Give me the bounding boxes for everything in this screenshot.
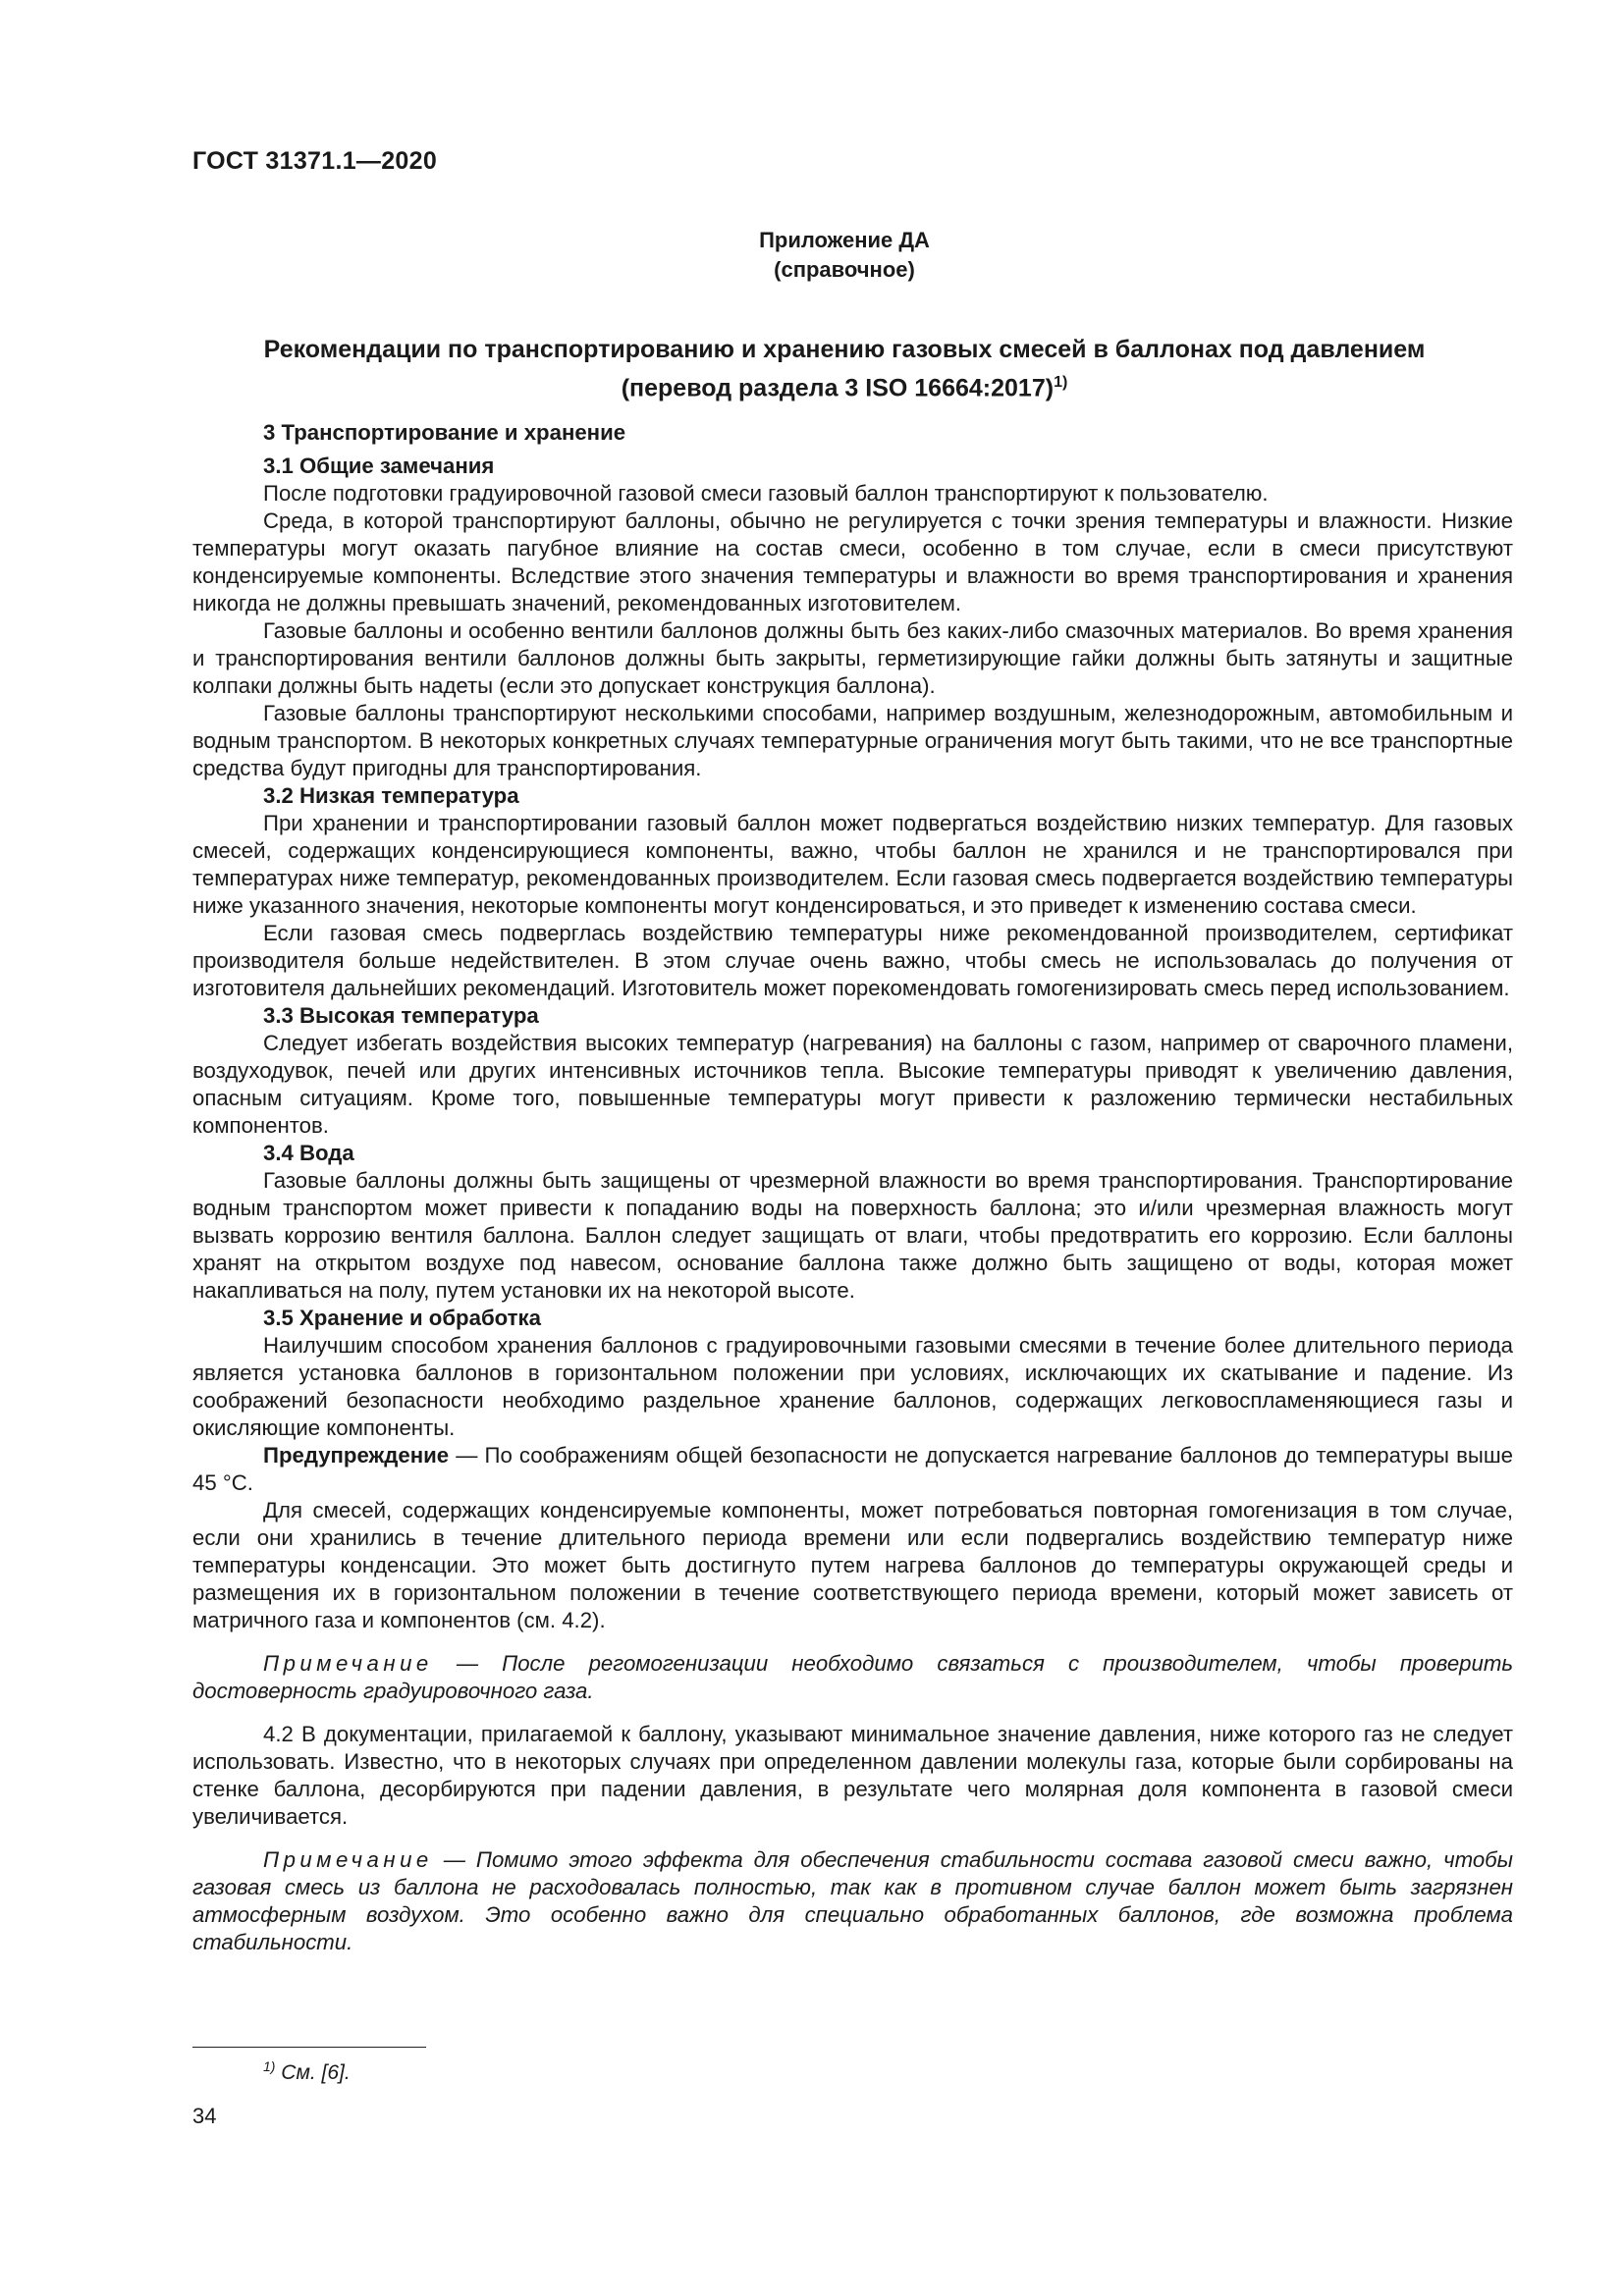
annex-type: (справочное) — [774, 257, 915, 282]
title-footnote-mark: 1) — [1054, 374, 1068, 391]
document-code: ГОСТ 31371.1—2020 — [192, 147, 438, 175]
footnote-mark: 1) — [263, 2058, 276, 2074]
footnote-text: См. [6]. — [281, 2061, 351, 2084]
note-text: — Помимо этого эффекта для обеспечения стабильности состава газовой смеси важно, чтобы газовая смесь из баллона не расходовалась полностью, так как в противном случае баллон может быть загрязнен атмосферным воздухом. Это особенно важно для специально обработанных баллонов, где возможна проблема стабильности. — [192, 1847, 1513, 1954]
paragraph: Следует избегать воздействия высоких температур (нагревания) на баллоны с газом, например от сварочного пламени, воздуходувок, печей или других интенсивных источников тепла. Высокие температуры приводят к увеличению давления, опасным ситуациям. Кроме того, повышенные температуры могут привести к разложению термически нестабильных компонентов. — [192, 1031, 1513, 1138]
section-3-3-heading: 3.3 Высокая температура — [263, 1003, 539, 1028]
note-paragraph — [192, 1846, 1513, 1956]
footnote — [263, 2058, 351, 2085]
note-text: — После регомогенизации необходимо связаться с производителем, чтобы проверить достоверность градуировочного газа. — [192, 1651, 1513, 1703]
paragraph: Газовые баллоны должны быть защищены от чрезмерной влажности во время транспортирования. Транспортирование водным транспортом может привести к попаданию воды на поверхность баллона; это и/или чрезмерная влажность могут вызвать коррозию вентиля баллона. Баллон следует защищать от влаги, чтобы предотвратить его коррозию. Если баллоны хранят на открытом воздухе под навесом, основание баллона также должно быть защищено от воды, которая может накапливаться на полу, путем установки их на некоторой высоте. — [192, 1168, 1513, 1303]
section-3-1-heading: 3.1 Общие замечания — [263, 454, 495, 478]
section-3-5-heading: 3.5 Хранение и обработка — [263, 1306, 541, 1330]
note-label: Примечание — [263, 1651, 433, 1676]
note-paragraph — [192, 1650, 1513, 1705]
footnote-divider — [192, 2047, 426, 2048]
section-3-heading: 3 Транспортирование и хранение — [263, 420, 626, 445]
title-line-1: Рекомендации по транспортированию и хранению газовых смесей в баллонах под давлением — [263, 336, 1426, 363]
warning-label: Предупреждение — [263, 1443, 450, 1468]
paragraph: Среда, в которой транспортируют баллоны, обычно не регулируется с точки зрения температуры и влажности. Низкие температуры могут оказать пагубное влияние на состав смеси, особенно в том случае, если в смеси присутствуют конденсируемые компоненты. Вследствие этого значения температуры и влажности во время транспортирования и хранения никогда не должны превышать значений, рекомендованных изготовителем. — [192, 508, 1513, 615]
note-label: Примечание — [263, 1847, 433, 1872]
paragraph: Если газовая смесь подверглась воздействию температуры ниже рекомендованной производителем, сертификат производителя больше недействителен. В этом случае очень важно, чтобы смесь не использовалась до получения от изготовителя дальнейших рекомендаций. Изготовитель может порекомендовать гомогенизировать смесь перед использованием. — [192, 921, 1513, 1000]
section-3-2-heading: 3.2 Низкая температура — [263, 783, 519, 808]
paragraph: Наилучшим способом хранения баллонов с градуировочными газовыми смесями в течение более длительного периода является установка баллонов в горизонтальном положении при условиях, исключающих их скатывание и падение. Из соображений безопасности необходимо раздельное хранение баллонов, содержащих легковоспламеняющиеся газы и окисляющие компоненты. — [192, 1333, 1513, 1440]
warning-text: — По соображениям общей безопасности не допускается нагревание баллонов до температуры выше 45 °C. — [192, 1443, 1513, 1495]
paragraph: Газовые баллоны и особенно вентили баллонов должны быть без каких-либо смазочных материалов. Во время хранения и транспортирования вентили баллонов должны быть закрыты, герметизирующие гайки должны быть затянуты и защитные колпаки должны быть надеты (если это допускает конструкция баллона). — [192, 618, 1513, 698]
section-3-4-heading: 3.4 Вода — [263, 1141, 354, 1165]
paragraph: Для смесей, содержащих конденсируемые компоненты, может потребоваться повторная гомогенизация в том случае, если они хранились в течение длительного периода времени или если подвергались воздействию температур ниже температуры конденсации. Это может быть достигнуто путем нагрева баллонов до температуры окружающей среды и размещения их в горизонтальном положении в течение соответствующего периода времени, который может зависеть от матричного газа и компонентов (см. 4.2). — [192, 1498, 1513, 1632]
warning-paragraph — [192, 1442, 1513, 1497]
annex-title: Приложение ДА — [759, 228, 930, 252]
title-line-2 — [147, 366, 1542, 404]
title-line-2-text: (перевод раздела 3 ISO 16664:2017) — [621, 374, 1055, 402]
paragraph: После подготовки градуировочной газовой смеси газовый баллон транспортируют к пользователю. — [263, 481, 1269, 506]
document-title — [147, 334, 1542, 404]
body-text — [192, 419, 1513, 1956]
paragraph: При хранении и транспортировании газовый баллон может подвергаться воздействию низких температур. Для газовых смесей, содержащих конденсирующиеся компоненты, важно, чтобы баллон не хранился и не транспортировался при температурах ниже температур, рекомендованных производителем. Если газовая смесь подвергается воздействию температуры ниже указанного значения, некоторые компоненты могут конденсироваться, и это приведет к изменению состава смеси. — [192, 811, 1513, 918]
clause-4-2-paragraph: 4.2 В документации, прилагаемой к баллону, указывают минимальное значение давления, ниже которого газ не следует использовать. Известно, что в некоторых случаях при определенном давлении молекулы газа, которые были сорбированы на стенке баллона, десорбируются при падении давления, в результате чего молярная доля компонента в газовой смеси увеличивается. — [192, 1722, 1513, 1829]
paragraph: Газовые баллоны транспортируют несколькими способами, например воздушным, железнодорожным, автомобильным и водным транспортом. В некоторых конкретных случаях температурные ограничения могут быть такими, что не все транспортные средства будут пригодны для транспортирования. — [192, 701, 1513, 780]
page-number: 34 — [192, 2104, 217, 2128]
